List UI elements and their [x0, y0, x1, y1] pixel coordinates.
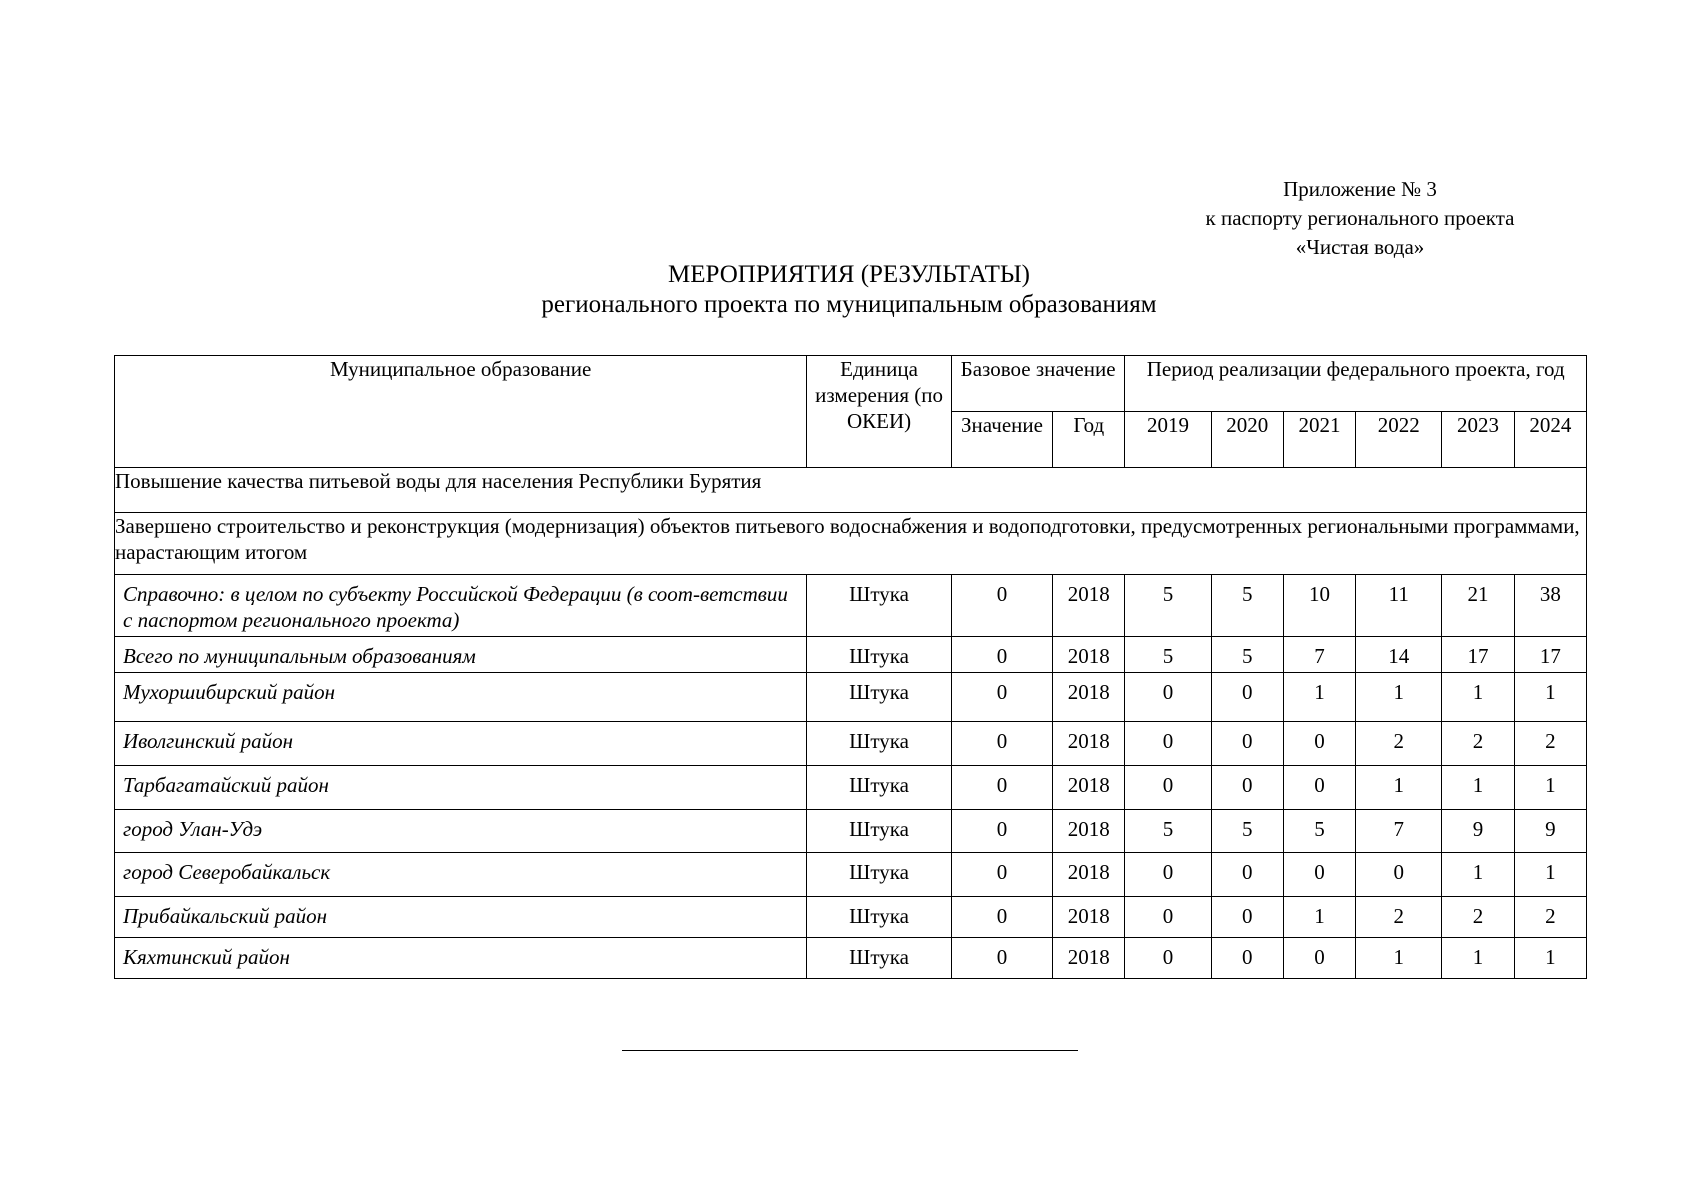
cell-y2019: 5 [1125, 637, 1211, 673]
cell-unit: Штука [807, 766, 951, 810]
table-row [115, 637, 1587, 673]
cell-base-year: 2018 [1053, 722, 1125, 766]
annex-project-name: «Чистая вода» [1295, 235, 1425, 259]
cell-base-value: 0 [951, 897, 1052, 938]
cell-unit: Штука [807, 637, 951, 673]
cell-unit: Штука [807, 897, 951, 938]
header-year-2021: 2021 [1283, 412, 1355, 468]
cell-base-value: 0 [951, 938, 1052, 979]
cell-y2023: 17 [1442, 637, 1514, 673]
section-result: Завершено строительство и реконструкция (модернизация) объектов питьевого водоснабжения и водоподготовки, предусмотренных региональными программами, нарастающим итогом [115, 513, 1587, 575]
cell-y2020: 0 [1211, 938, 1283, 979]
cell-base-year: 2018 [1053, 897, 1125, 938]
cell-unit: Штука [807, 722, 951, 766]
cell-base-year: 2018 [1053, 853, 1125, 897]
cell-y2024: 2 [1514, 897, 1586, 938]
cell-base-year: 2018 [1053, 938, 1125, 979]
cell-y2019: 0 [1125, 938, 1211, 979]
cell-base-value: 0 [951, 853, 1052, 897]
cell-base-value: 0 [951, 673, 1052, 722]
document-title: МЕРОПРИЯТИЯ (РЕЗУЛЬТАТЫ) [668, 261, 1030, 288]
cell-name: Кяхтинский район [115, 938, 807, 979]
cell-y2019: 5 [1125, 810, 1211, 853]
cell-name: Тарбагатайский район [115, 766, 807, 810]
cell-y2024: 1 [1514, 766, 1586, 810]
cell-base-year: 2018 [1053, 673, 1125, 722]
header-year-2019: 2019 [1125, 412, 1211, 468]
cell-y2021: 0 [1283, 766, 1355, 810]
cell-y2024: 1 [1514, 938, 1586, 979]
table-row [115, 575, 1587, 637]
cell-y2019: 0 [1125, 722, 1211, 766]
header-year-2023: 2023 [1442, 412, 1514, 468]
cell-y2023: 1 [1442, 853, 1514, 897]
cell-base-year: 2018 [1053, 810, 1125, 853]
cell-name: Прибайкальский район [115, 897, 807, 938]
cell-y2022: 14 [1356, 637, 1442, 673]
cell-y2022: 2 [1356, 722, 1442, 766]
cell-y2024: 17 [1514, 637, 1586, 673]
cell-y2020: 5 [1211, 810, 1283, 853]
cell-y2021: 0 [1283, 853, 1355, 897]
cell-y2023: 1 [1442, 673, 1514, 722]
cell-name: Иволгинский район [115, 722, 807, 766]
cell-unit: Штука [807, 810, 951, 853]
annex-block [1150, 175, 1570, 262]
cell-y2022: 1 [1356, 766, 1442, 810]
header-base: Базовое значение [951, 356, 1125, 412]
cell-y2024: 1 [1514, 853, 1586, 897]
cell-unit: Штука [807, 575, 951, 637]
cell-y2020: 5 [1211, 575, 1283, 637]
cell-y2021: 7 [1283, 637, 1355, 673]
cell-y2021: 1 [1283, 673, 1355, 722]
header-base-value: Значение [951, 412, 1052, 468]
annex-reference: к паспорту регионального проекта [1205, 206, 1515, 230]
cell-unit: Штука [807, 853, 951, 897]
cell-base-value: 0 [951, 722, 1052, 766]
cell-y2023: 1 [1442, 766, 1514, 810]
cell-name: город Северобайкальск [115, 853, 807, 897]
table-row [115, 810, 1587, 853]
header-year-2020: 2020 [1211, 412, 1283, 468]
cell-y2019: 0 [1125, 897, 1211, 938]
cell-name: город Улан-Удэ [115, 810, 807, 853]
cell-y2020: 0 [1211, 766, 1283, 810]
cell-y2022: 1 [1356, 938, 1442, 979]
cell-y2020: 5 [1211, 637, 1283, 673]
bottom-rule [622, 1050, 1078, 1051]
cell-y2022: 0 [1356, 853, 1442, 897]
cell-y2020: 0 [1211, 673, 1283, 722]
cell-y2021: 10 [1283, 575, 1355, 637]
table-row [115, 722, 1587, 766]
cell-y2023: 2 [1442, 897, 1514, 938]
cell-base-year: 2018 [1053, 575, 1125, 637]
cell-y2023: 9 [1442, 810, 1514, 853]
cell-y2019: 0 [1125, 853, 1211, 897]
table-row [115, 938, 1587, 979]
cell-y2020: 0 [1211, 722, 1283, 766]
header-period: Период реализации федерального проекта, год [1125, 356, 1587, 412]
section-goal: Повышение качества питьевой воды для населения Республики Бурятия [115, 468, 1587, 513]
cell-base-value: 0 [951, 766, 1052, 810]
cell-y2020: 0 [1211, 897, 1283, 938]
cell-y2022: 2 [1356, 897, 1442, 938]
cell-y2024: 2 [1514, 722, 1586, 766]
table-row [115, 897, 1587, 938]
cell-y2021: 1 [1283, 897, 1355, 938]
cell-y2021: 0 [1283, 722, 1355, 766]
cell-y2024: 1 [1514, 673, 1586, 722]
cell-y2023: 2 [1442, 722, 1514, 766]
header-base-year: Год [1053, 412, 1125, 468]
cell-y2024: 9 [1514, 810, 1586, 853]
header-unit: Единица измерения (по ОКЕИ) [807, 356, 951, 468]
table-body [115, 575, 1587, 979]
cell-y2021: 5 [1283, 810, 1355, 853]
cell-y2020: 0 [1211, 853, 1283, 897]
cell-y2019: 0 [1125, 766, 1211, 810]
annex-number: Приложение № 3 [1283, 177, 1437, 201]
cell-y2022: 11 [1356, 575, 1442, 637]
header-year-2024: 2024 [1514, 412, 1586, 468]
results-table [114, 355, 1587, 979]
cell-y2019: 5 [1125, 575, 1211, 637]
cell-y2023: 1 [1442, 938, 1514, 979]
document-subtitle: регионального проекта по муниципальным образованиям [541, 291, 1157, 318]
header-year-2022: 2022 [1356, 412, 1442, 468]
cell-y2019: 0 [1125, 673, 1211, 722]
cell-name: Справочно: в целом по субъекту Российской Федерации (в соот-ветствии с паспортом регионального проекта) [115, 575, 807, 637]
cell-y2022: 7 [1356, 810, 1442, 853]
table-row [115, 766, 1587, 810]
cell-y2022: 1 [1356, 673, 1442, 722]
cell-base-value: 0 [951, 637, 1052, 673]
cell-y2023: 21 [1442, 575, 1514, 637]
cell-y2021: 0 [1283, 938, 1355, 979]
table-row [115, 673, 1587, 722]
cell-base-value: 0 [951, 575, 1052, 637]
table-row [115, 853, 1587, 897]
cell-unit: Штука [807, 673, 951, 722]
cell-base-year: 2018 [1053, 766, 1125, 810]
cell-base-year: 2018 [1053, 637, 1125, 673]
cell-name: Всего по муниципальным образованиям [115, 637, 807, 673]
cell-name: Мухоршибирский район [115, 673, 807, 722]
cell-base-value: 0 [951, 810, 1052, 853]
cell-unit: Штука [807, 938, 951, 979]
header-municipality: Муниципальное образование [115, 356, 807, 468]
cell-y2024: 38 [1514, 575, 1586, 637]
